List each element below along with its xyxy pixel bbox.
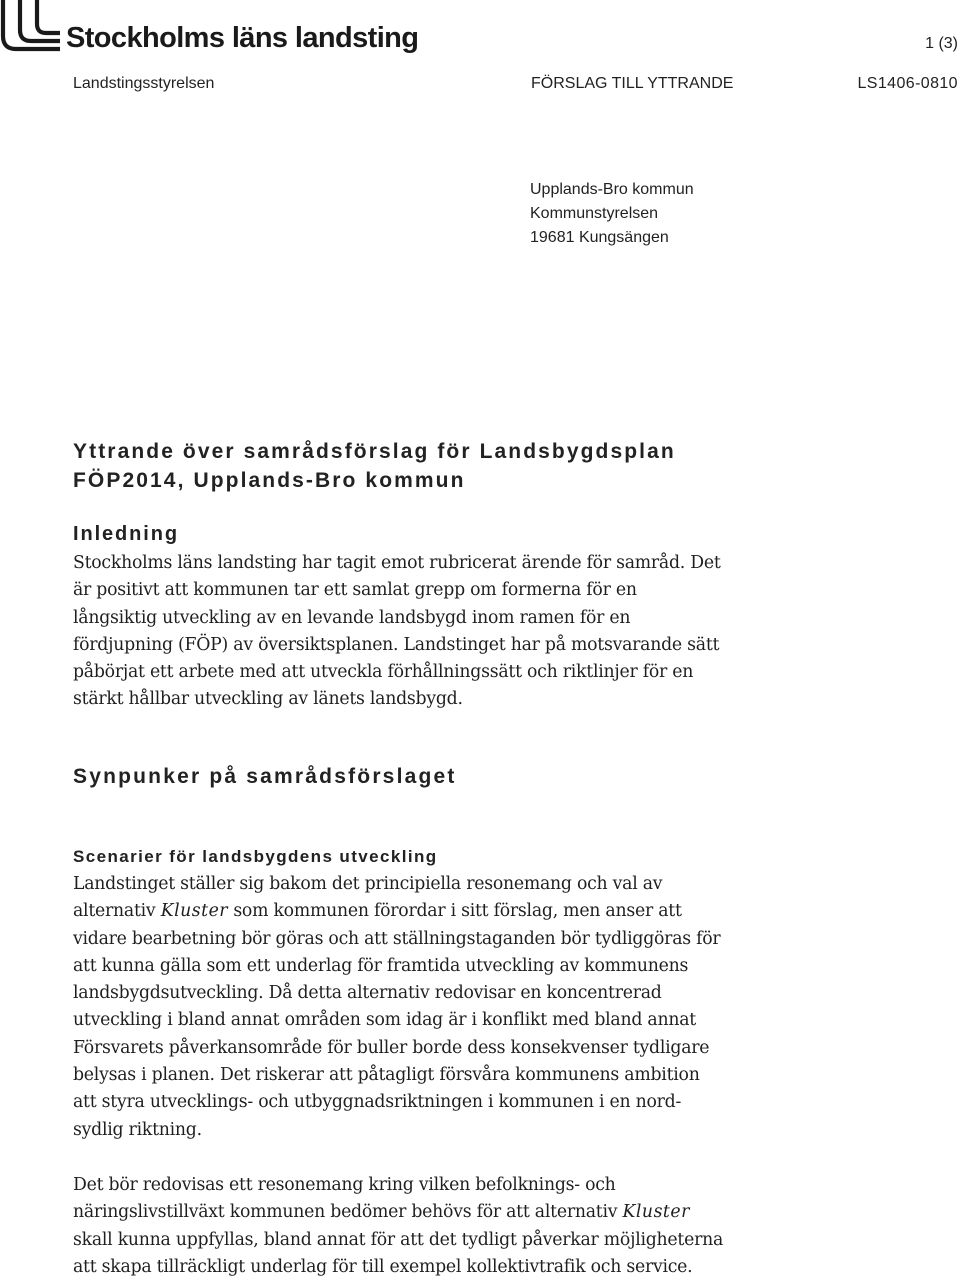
paragraph-scenarier-1 <box>73 871 833 1144</box>
text-line: landsbygdsutveckling. Då detta alternativ redovisar en koncentrerad <box>73 983 662 1004</box>
text-line: Landstinget ställer sig bakom det principiella resonemang och val av <box>73 874 663 894</box>
text-line: vidare bearbetning bör göras och att ställningstaganden bör tydliggöras för <box>73 928 721 949</box>
text-line: stärkt hållbar utveckling av länets landsbygd. <box>73 689 463 710</box>
text-line: Det bör redovisas ett resonemang kring vilken befolknings- och <box>73 1175 616 1195</box>
text-line: att styra utvecklings- och utbyggnadsriktningen i kommunen i en nord- <box>73 1092 682 1113</box>
text-line: påbörjat ett arbete med att utveckla förhållningssätt och riktlinjer för en <box>73 662 694 683</box>
landsting-logo-icon <box>0 0 62 52</box>
text-segment: näringslivstillväxt kommunen bedömer behövs för att alternativ <box>73 1202 618 1223</box>
text-line: att skapa tillräckligt underlag för till exempel kollektivtrafik och service. <box>73 1256 693 1277</box>
paragraph-scenarier-2 <box>73 1172 833 1281</box>
text-segment: alternativ <box>73 901 156 922</box>
text-line: fördjupning (FÖP) av översiktsplanen. Landstinget har på motsvarande sätt <box>73 634 720 655</box>
text-line <box>73 898 833 925</box>
text-line: skall kunna uppfyllas, bland annat för att det tydligt påverkar möjligheterna <box>73 1229 724 1250</box>
section-heading-scenarier: Scenarier för landsbygdens utveckling <box>73 847 438 866</box>
recipient-address <box>530 178 694 250</box>
term-kluster: Kluster <box>160 901 229 922</box>
text-line: Försvarets påverkansområde för buller borde dess konsekvenser tydligare <box>73 1037 710 1058</box>
organization-logo <box>0 0 440 58</box>
text-line: att kunna gälla som ett underlag för framtida utveckling av kommunens <box>73 955 689 976</box>
recipient-line: 19681 Kungsängen <box>530 229 669 246</box>
text-line: sydlig riktning. <box>73 1119 202 1140</box>
document-id: LS1406-0810 <box>857 75 958 92</box>
document-type: FÖRSLAG TILL YTTRANDE <box>531 75 734 92</box>
recipient-line: Kommunstyrelsen <box>530 205 659 222</box>
title-line: FÖP2014, Upplands-Bro kommun <box>73 469 466 492</box>
title-line: Yttrande över samrådsförslag för Landsbygdsplan <box>73 440 676 463</box>
section-heading-inledning: Inledning <box>73 523 179 545</box>
organization-name: Landstingsstyrelsen <box>73 75 215 92</box>
text-line: utveckling i bland annat områden som idag är i konflikt med bland annat <box>73 1010 696 1031</box>
page-number: 1 (3) <box>925 35 958 52</box>
term-kluster: Kluster <box>622 1202 690 1223</box>
text-line: långsiktig utveckling av en levande landsbygd inom ramen för en <box>73 607 631 628</box>
text-segment: som kommunen förordar i sitt förslag, men anser att <box>233 901 682 922</box>
text-line: Stockholms läns landsting har tagit emot rubricerat ärende för samråd. Det <box>73 553 721 573</box>
logo-wordmark: Stockholms läns landsting <box>66 22 419 54</box>
text-line: är positivt att kommunen tar ett samlat grepp om formerna för en <box>73 580 637 601</box>
text-line: belysas i planen. Det riskerar att påtagligt försvåra kommunens ambition <box>73 1065 700 1086</box>
section-heading-synpunkter: Synpunker på samrådsförslaget <box>73 765 457 788</box>
document-title <box>73 437 676 495</box>
recipient-line: Upplands-Bro kommun <box>530 181 694 198</box>
paragraph-inledning <box>73 550 833 714</box>
text-line <box>73 1199 833 1226</box>
